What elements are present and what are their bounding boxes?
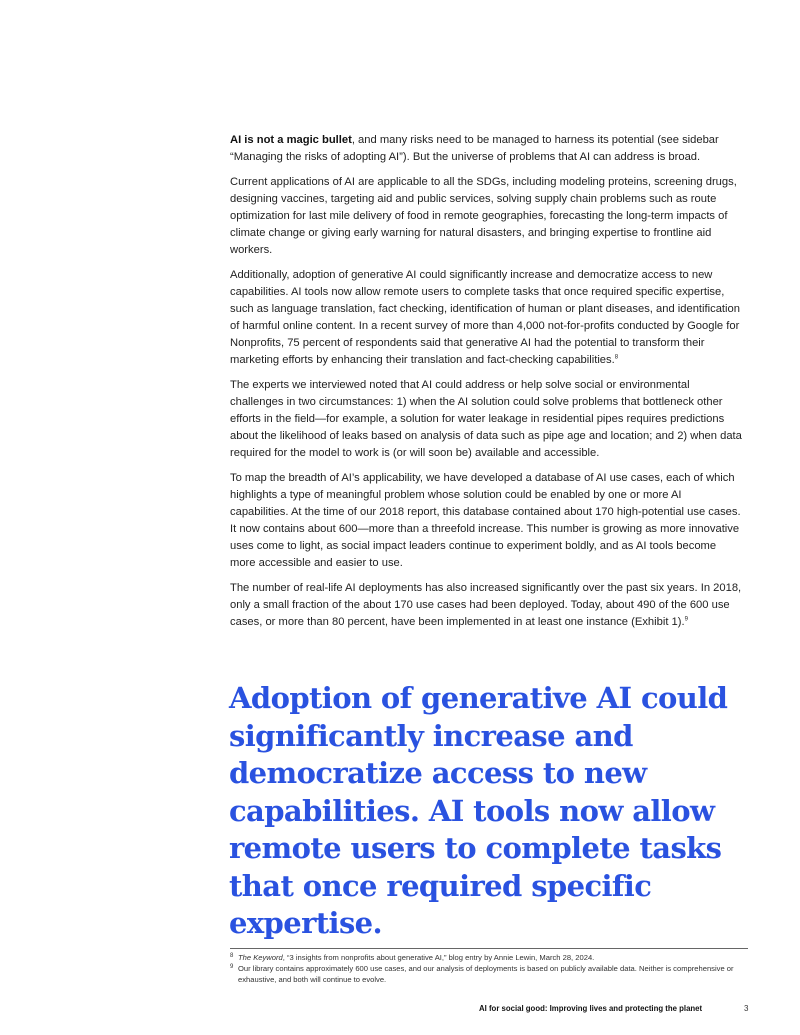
paragraph-text: Additionally, adoption of generative AI could significantly increase and democratize access to new capabilities. AI tools now allow remote users to complete tasks that once required specific expertise, such as language translation, fact checking, identification of human or plant diseases, and identification of harmful online content. In a recent survey of more than 4,000 not-for-profits conducted by Google for Nonprofits, 75 percent of respondents said that generative AI had the potential to transform their marketing efforts by enhancing their translation and fact-checking capabilities. bbox=[230, 269, 740, 366]
footnote-text bbox=[238, 952, 748, 963]
footnote-body: Our library contains approximately 600 use cases, and our analysis of deployments is based on publicly available data. Neither is comprehensive or exhaustive, and both will continue to evolve. bbox=[238, 964, 734, 984]
paragraph: The experts we interviewed noted that AI could address or help solve social or environmental challenges in two circumstances: 1) when the AI solution could solve problems that bottleneck other efforts in the field—for example, a solution for water leakage in residential pipes requires predictions about the likelihood of leaks based on analysis of data such as pipe age and location; and 2) when data required for the model to work is (or will soon be) available and accessible. bbox=[230, 379, 742, 459]
paragraph: To map the breadth of AI’s applicability, we have developed a database of AI use cases, each of which highlights a type of meaningful problem whose solution could be enabled by one or more AI capabilities. At the time of our 2018 report, this database contained about 170 high-potential use cases. It now contains about 600—more than a threefold increase. This number is growing as more innovative uses come to light, as social impact leaders continue to experiment boldly, and as AI tools become more accessible and easier to use. bbox=[230, 472, 741, 569]
footnote-ref[interactable]: 9 bbox=[684, 616, 688, 623]
footnote bbox=[230, 952, 748, 963]
page-number: 3 bbox=[744, 1004, 749, 1013]
article-body bbox=[230, 132, 742, 639]
paragraph bbox=[230, 580, 742, 631]
paragraph-text: The number of real-life AI deployments has also increased significantly over the past six years. In 2018, only a small fraction of the about 170 use cases had been deployed. Today, about 490 of the 600 use cases, or more than 80 percent, have been implemented in at least one instance (Exhibit 1). bbox=[230, 582, 742, 628]
footer-title: AI for social good: Improving lives and protecting the planet bbox=[479, 1004, 703, 1013]
paragraph bbox=[230, 132, 742, 166]
paragraph-text: , and many risks need to be managed to harness its potential (see sidebar “Managing the risks of adopting AI”). But the universe of problems that AI can address is broad. bbox=[230, 134, 719, 163]
footnote-body: , “3 insights from nonprofits about generative AI,” blog entry by Annie Lewin, March 28, 2024. bbox=[282, 953, 595, 962]
footnote-ref[interactable]: 8 bbox=[614, 354, 619, 361]
footnote-number: 8 bbox=[230, 953, 234, 959]
lead-in: AI is not a magic bullet bbox=[230, 134, 352, 146]
footnote-number: 9 bbox=[230, 964, 234, 970]
footnote-source: The Keyword bbox=[238, 953, 283, 962]
pull-quote: Adoption of generative AI could significantly increase and democratize access to new capabilities. AI tools now allow remote users to complete tasks that once required specific expertise. bbox=[229, 681, 728, 940]
paragraph: Current applications of AI are applicable to all the SDGs, including modeling proteins, screening drugs, designing vaccines, targeting aid and public services, solving supply chain problems such as route optimization for last mile delivery of food in remote geographies, forecasting the long-term impacts of climate change or giving early warning for natural disasters, and bringing expertise to frontline aid workers. bbox=[230, 176, 737, 256]
footnotes bbox=[230, 948, 748, 985]
paragraph bbox=[230, 267, 742, 369]
footnote bbox=[230, 963, 748, 985]
